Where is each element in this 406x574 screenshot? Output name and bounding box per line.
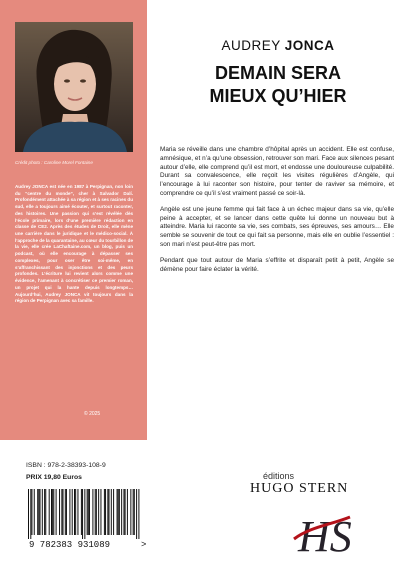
barcode-bar [84, 489, 85, 539]
barcode-end-mark: > [141, 540, 147, 549]
barcode-bar [31, 489, 32, 535]
barcode-bar [49, 489, 50, 535]
barcode-bar [72, 489, 73, 535]
barcode-bar [95, 489, 96, 535]
barcode-bar [109, 489, 110, 535]
publisher-editions: éditions [263, 471, 295, 481]
author-panel [0, 0, 147, 440]
barcode-bar [88, 489, 89, 535]
barcode-bar [111, 489, 112, 535]
publisher-name: HUGO STERN [250, 481, 349, 496]
barcode-bar [119, 489, 120, 535]
book-title [150, 62, 406, 108]
barcode-bar [82, 489, 83, 539]
barcode-bar [65, 489, 66, 535]
barcode-bar [63, 489, 64, 535]
summary-paragraph-3: Pendant que tout autour de Maria s’effrite et disparaît petit à petit, Angèle se démène pour faire éclater la vérité. [160, 256, 394, 273]
barcode-bar [100, 489, 101, 535]
title-line-1: DEMAIN SERA [214, 63, 341, 83]
barcode-bar [42, 489, 43, 535]
barcode-bar [56, 489, 57, 535]
barcode-bars [28, 489, 139, 539]
barcode-bar [104, 489, 105, 535]
barcode-bar [96, 489, 97, 535]
barcode-bar [51, 489, 52, 535]
barcode-bar [28, 489, 29, 539]
barcode-bar [130, 489, 131, 535]
barcode-bar [123, 489, 124, 535]
barcode-bar [136, 489, 137, 539]
barcode-bar [105, 489, 106, 535]
barcode-bar [66, 489, 67, 535]
barcode-bar [30, 489, 31, 539]
barcode-bar [34, 489, 35, 535]
barcode-bar [125, 489, 126, 535]
barcode [20, 487, 148, 549]
barcode-bar [107, 489, 108, 535]
title-line-2: MIEUX QU’HIER [209, 86, 347, 106]
author-name [150, 38, 406, 53]
barcode-bar [69, 489, 70, 535]
barcode-bar [61, 489, 62, 535]
author-biography: Audrey JONCA est née en 1987 à Perpignan, non loin du “centre du monde”, cher à Salvador Dalí. Profondément attachée à sa région et à ses racines du sud, elle a toujours aimé écouter, et surtout raconter, des histoires. Une passion qui s’est révélée dès l’école primaire, lors d’une première rédaction en classe de CE2. Après des études de Droit, elle mène une carrière dans le juridique et le médico-social. À l’approche de la quarantaine, au cœur du tourbillon de la vie, elle crée LaChaftaine.com, un blog, puis un podcast, où elle encourage à dépasser ses complexes, pour oser être soi-même, en s’affranchissant des injonctions et des peurs profondes. L’écriture lui revient alors comme une évidence, l’amenant à concrétiser ce premier roman, un projet qui la hante depuis longtemps… Aujourd’hui, Audrey JONCA vit toujours dans la région de Perpignan avec sa famille. [15, 184, 133, 304]
barcode-bar [81, 489, 82, 535]
barcode-bar [77, 489, 78, 535]
barcode-bar [117, 489, 118, 535]
photo-credit-name: Caroline Morel Fontaine [43, 160, 93, 165]
barcode-bar [53, 489, 54, 535]
publisher-logo-letters: HS [298, 512, 352, 561]
isbn: ISBN : 978-2-38393-108-9 [26, 462, 106, 469]
barcode-bar [45, 489, 46, 535]
barcode-bar [52, 489, 53, 535]
barcode-bar [44, 489, 45, 535]
copyright: © 2025 [84, 411, 101, 417]
photo-credit [15, 160, 140, 165]
barcode-bar [87, 489, 88, 535]
summary-paragraph-1: Maria se réveille dans une chambre d’hôpital après un accident. Elle est confuse, amnésique, et n’a qu’une obsession, retrouver son mari. Face aux silences pesant autour d’elle, elle comprend qu’il est mort, et endosse une douloureuse culpabilité. Durant sa convalescence, elle reçoit les visites régulières d’Angèle, qui l’encourage à lui raconter son histoire, pour tenter de raviver sa mémoire, et comprendre ce qu’il s’est vraiment passé ce soir-là. [160, 146, 394, 197]
author-photo [15, 22, 133, 152]
barcode-bar [121, 489, 122, 535]
photo-credit-label: Crédit photo : [15, 160, 43, 165]
author-portrait [15, 22, 133, 152]
barcode-bar [127, 489, 128, 535]
barcode-bar [75, 489, 76, 535]
barcode-bar [74, 489, 75, 535]
author-last-name: JONCA [284, 38, 335, 53]
summary-paragraph-2: Angèle est une jeune femme qui fait face à un échec majeur dans sa vie, qu’elle peine à accepter, et se lancer dans cette quête lui donne un nouveau but à atteindre. Maria lui raconte sa vie, ses combats, ses épreuves, ses amours… Elle semble se souvenir de tout ce qui fait sa personne, mais elle en oublie l’essentiel : son mari n’est peut-être pas mort. [160, 205, 394, 248]
barcode-bar [98, 489, 99, 535]
barcode-bar [118, 489, 119, 535]
barcode-bar [40, 489, 41, 535]
barcode-bar [89, 489, 90, 535]
barcode-bar [138, 489, 139, 539]
barcode-bar [37, 489, 38, 535]
barcode-bar [133, 489, 134, 535]
barcode-bar [134, 489, 135, 535]
barcode-bar [92, 489, 93, 535]
barcode-bar [59, 489, 60, 535]
barcode-bar [38, 489, 39, 535]
price: PRIX 19,80 Euros [26, 474, 82, 481]
book-summary [160, 146, 394, 281]
barcode-bar [113, 489, 114, 535]
barcode-digits: 9 782383 931089 [29, 540, 111, 549]
publisher-logo [292, 503, 352, 563]
author-first-name: AUDREY [221, 38, 281, 53]
